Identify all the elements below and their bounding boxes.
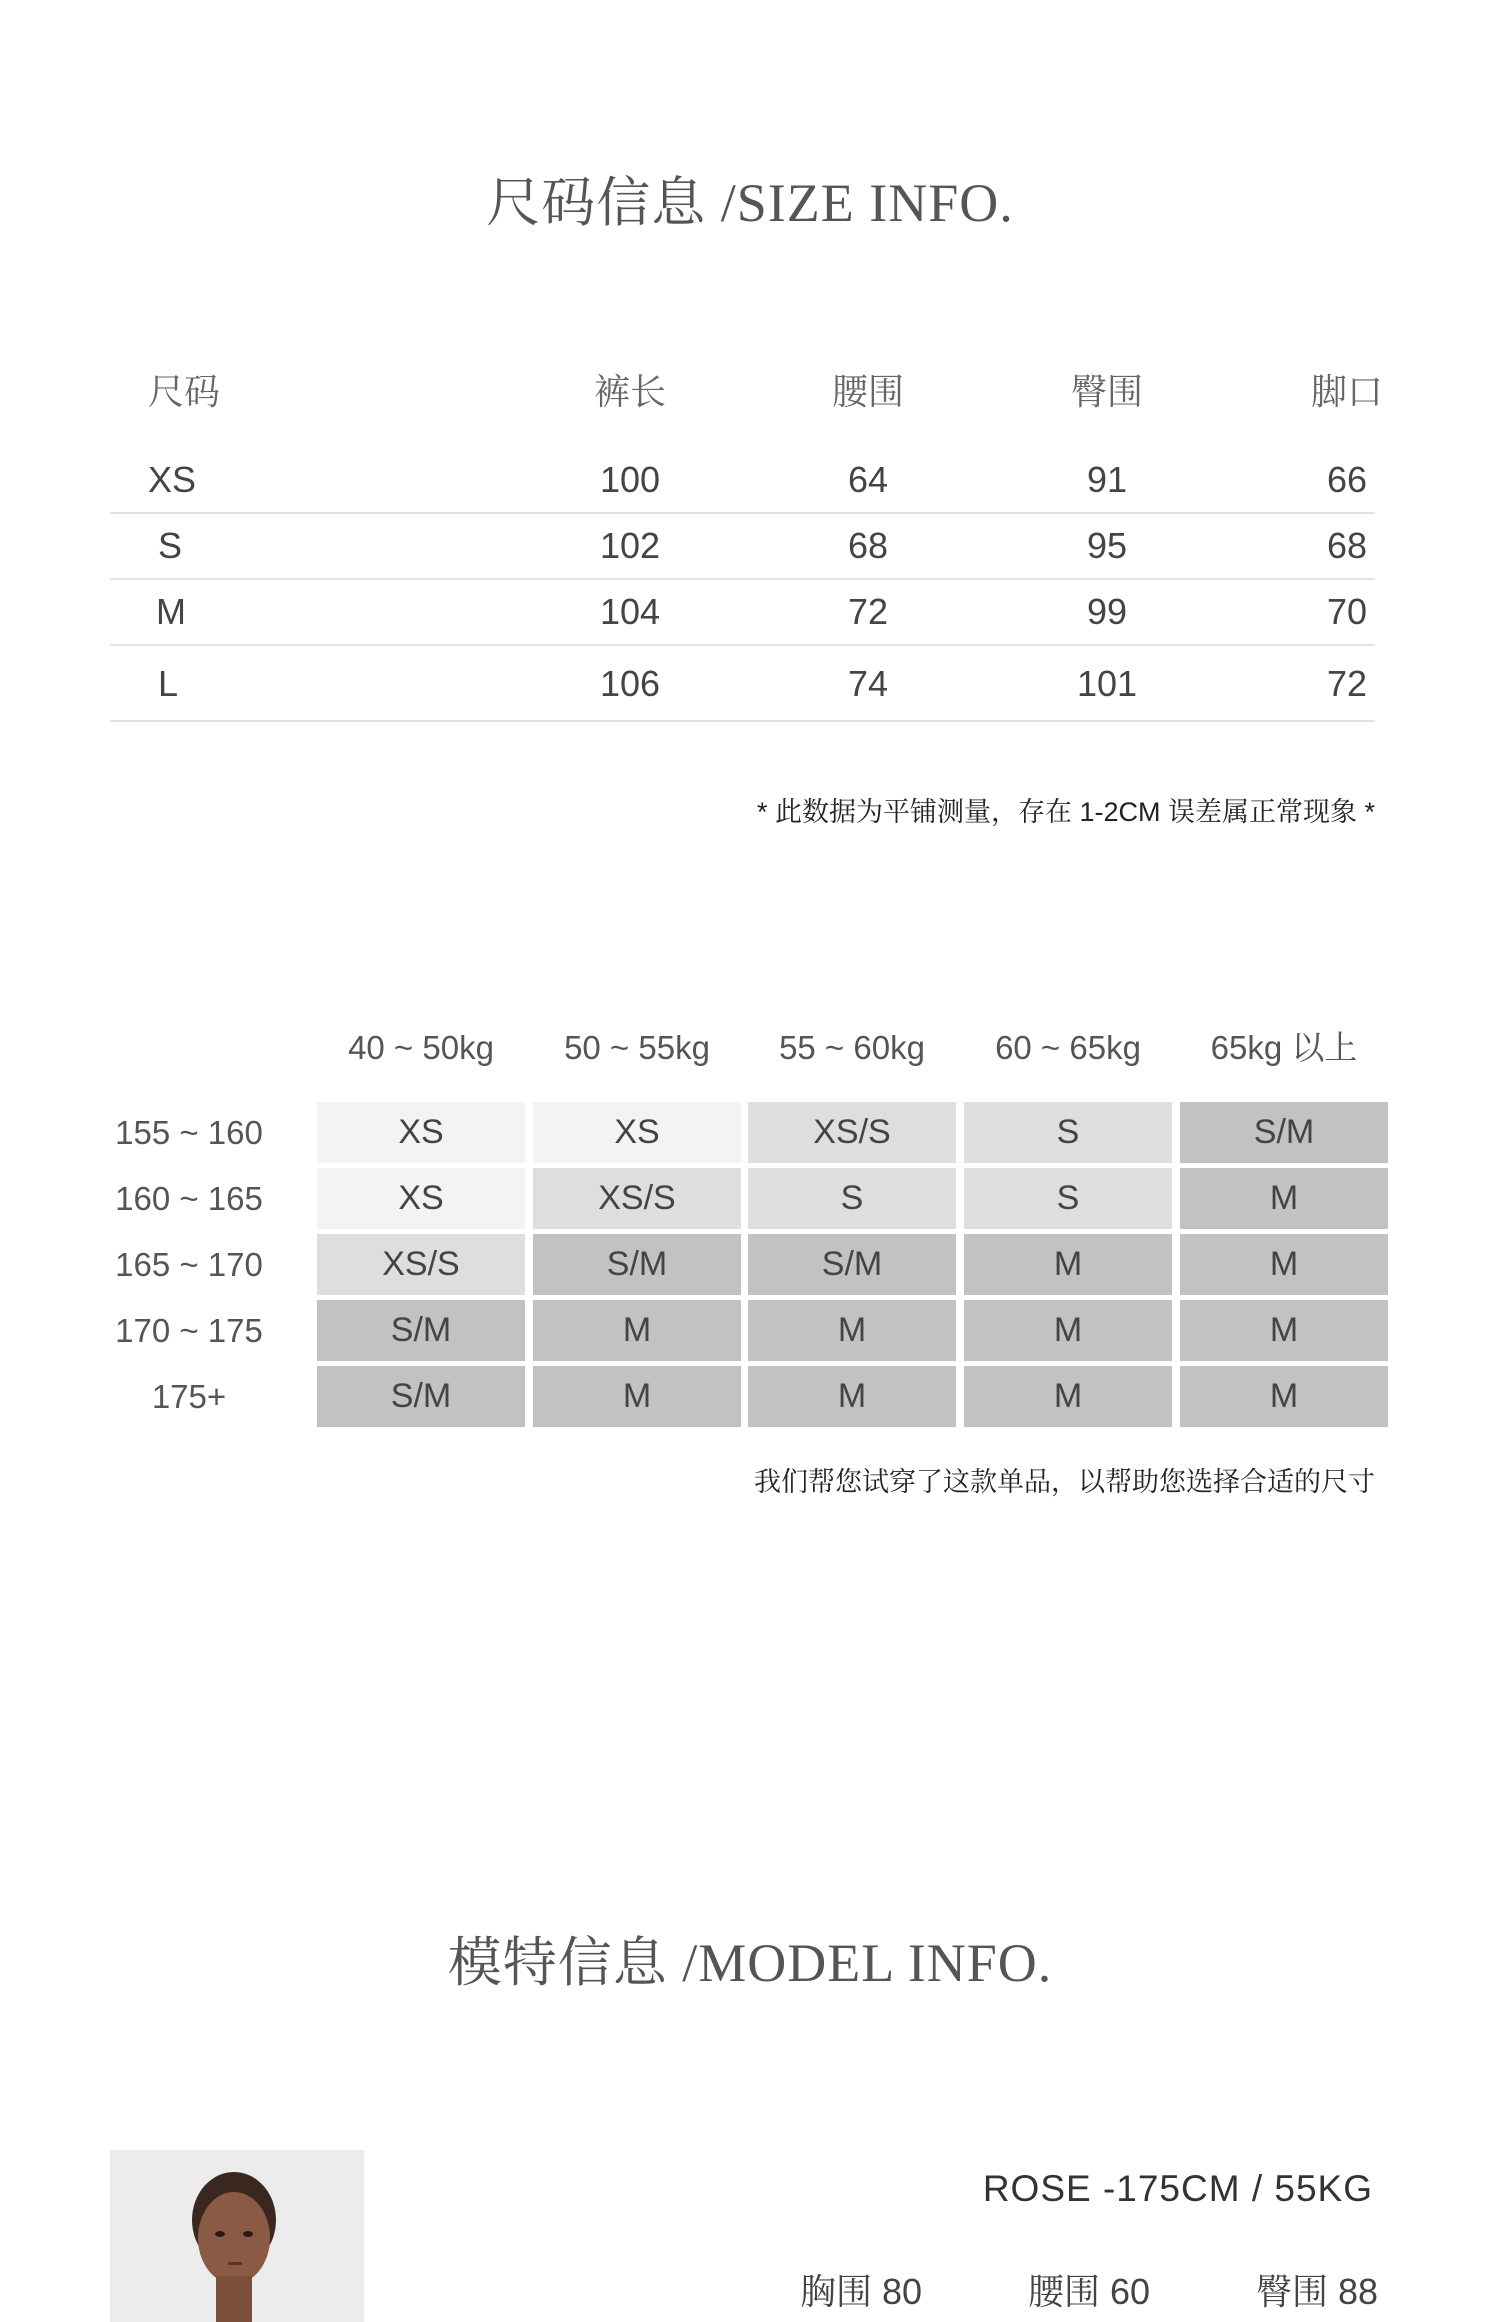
fit-size-cell: XS (317, 1102, 525, 1163)
weight-column-header: 50 ~ 55kg (564, 1029, 710, 1066)
fit-size-cell: M (1180, 1234, 1388, 1295)
fit-size-cell: XS/S (317, 1234, 525, 1295)
hem-cell: 66 (1326, 459, 1368, 500)
header-hem: 脚口 (1310, 371, 1383, 412)
size-cell: M (156, 591, 186, 632)
table-row (110, 652, 1375, 716)
header-waist: 腰围 (831, 371, 904, 412)
row-divider (110, 720, 1375, 722)
fit-size-cell: XS/S (533, 1168, 741, 1229)
model-photo (110, 2150, 364, 2322)
size-info-title: 尺码信息 /SIZE INFO. (486, 173, 1014, 233)
model-info-title: 模特信息 /MODEL INFO. (447, 1933, 1053, 1993)
table-row (110, 514, 1375, 578)
table-row (110, 580, 1375, 644)
fit-size-cell: M (533, 1366, 741, 1427)
fit-size-cell: M (1180, 1300, 1388, 1361)
length-cell: 104 (599, 591, 661, 632)
fit-size-cell: S/M (533, 1234, 741, 1295)
fit-size-cell: M (533, 1300, 741, 1361)
size-cell: S (158, 525, 183, 566)
fit-size-cell: M (748, 1300, 956, 1361)
waist-cell: 74 (847, 663, 889, 704)
height-row-header: 165 ~ 170 (115, 1246, 263, 1283)
fit-size-cell: M (964, 1300, 1172, 1361)
hem-cell: 68 (1326, 525, 1368, 566)
fit-size-cell: S/M (1180, 1102, 1388, 1163)
size-cell: L (158, 663, 179, 704)
fit-size-cell: S/M (317, 1300, 525, 1361)
length-cell: 106 (599, 663, 661, 704)
measurement-note: * 此数据为平铺测量，存在 1-2CM 误差属正常现象 * (756, 797, 1375, 827)
fit-size-cell: M (1180, 1168, 1388, 1229)
size-table-header (110, 360, 1383, 424)
hem-cell: 72 (1326, 663, 1368, 704)
height-row-header: 175+ (151, 1378, 227, 1415)
waist-cell: 68 (847, 525, 889, 566)
height-row-header: 160 ~ 165 (115, 1180, 263, 1217)
length-cell: 102 (599, 525, 661, 566)
fit-size-cell: S (964, 1168, 1172, 1229)
fit-size-cell: M (1180, 1366, 1388, 1427)
table-row (110, 448, 1375, 512)
waist-cell: 72 (847, 591, 889, 632)
model-name: ROSE -175CM / 55KG (982, 2168, 1373, 2209)
bust-measurement: 胸围 80 (800, 2271, 923, 2312)
hip-measurement: 臀围 88 (1256, 2271, 1379, 2312)
header-size: 尺码 (148, 371, 221, 412)
header-hip: 臀围 (1070, 371, 1143, 412)
fit-guide-note: 我们帮您试穿了这款单品，以帮助您选择合适的尺寸 (754, 1467, 1375, 1497)
weight-column-header: 55 ~ 60kg (779, 1029, 925, 1066)
weight-column-header: 65kg 以上 (1210, 1029, 1358, 1066)
size-cell: XS (148, 459, 197, 500)
model-measurements (800, 2264, 1379, 2314)
fit-size-cell: M (748, 1366, 956, 1427)
fit-size-cell: M (964, 1234, 1172, 1295)
waist-cell: 64 (847, 459, 889, 500)
weight-column-header: 40 ~ 50kg (348, 1029, 494, 1066)
hip-cell: 95 (1086, 525, 1128, 566)
length-cell: 100 (599, 459, 661, 500)
hip-cell: 91 (1086, 459, 1128, 500)
fit-size-cell: S (748, 1168, 956, 1229)
height-row-header: 170 ~ 175 (115, 1312, 263, 1349)
weight-column-header: 60 ~ 65kg (995, 1029, 1141, 1066)
hem-cell: 70 (1326, 591, 1368, 632)
fit-size-cell: S/M (748, 1234, 956, 1295)
fit-size-cell: XS (533, 1102, 741, 1163)
model-portrait-image (110, 2150, 364, 2322)
waist-measurement: 腰围 60 (1028, 2271, 1151, 2312)
fit-size-cell: S (964, 1102, 1172, 1163)
header-length: 裤长 (593, 371, 666, 412)
row-divider (110, 644, 1375, 646)
fit-size-cell: XS (317, 1168, 525, 1229)
fit-size-cell: S/M (317, 1366, 525, 1427)
fit-size-cell: XS/S (748, 1102, 956, 1163)
height-row-header: 155 ~ 160 (115, 1114, 263, 1151)
hip-cell: 101 (1076, 663, 1138, 704)
fit-size-cell: M (964, 1366, 1172, 1427)
hip-cell: 99 (1086, 591, 1128, 632)
